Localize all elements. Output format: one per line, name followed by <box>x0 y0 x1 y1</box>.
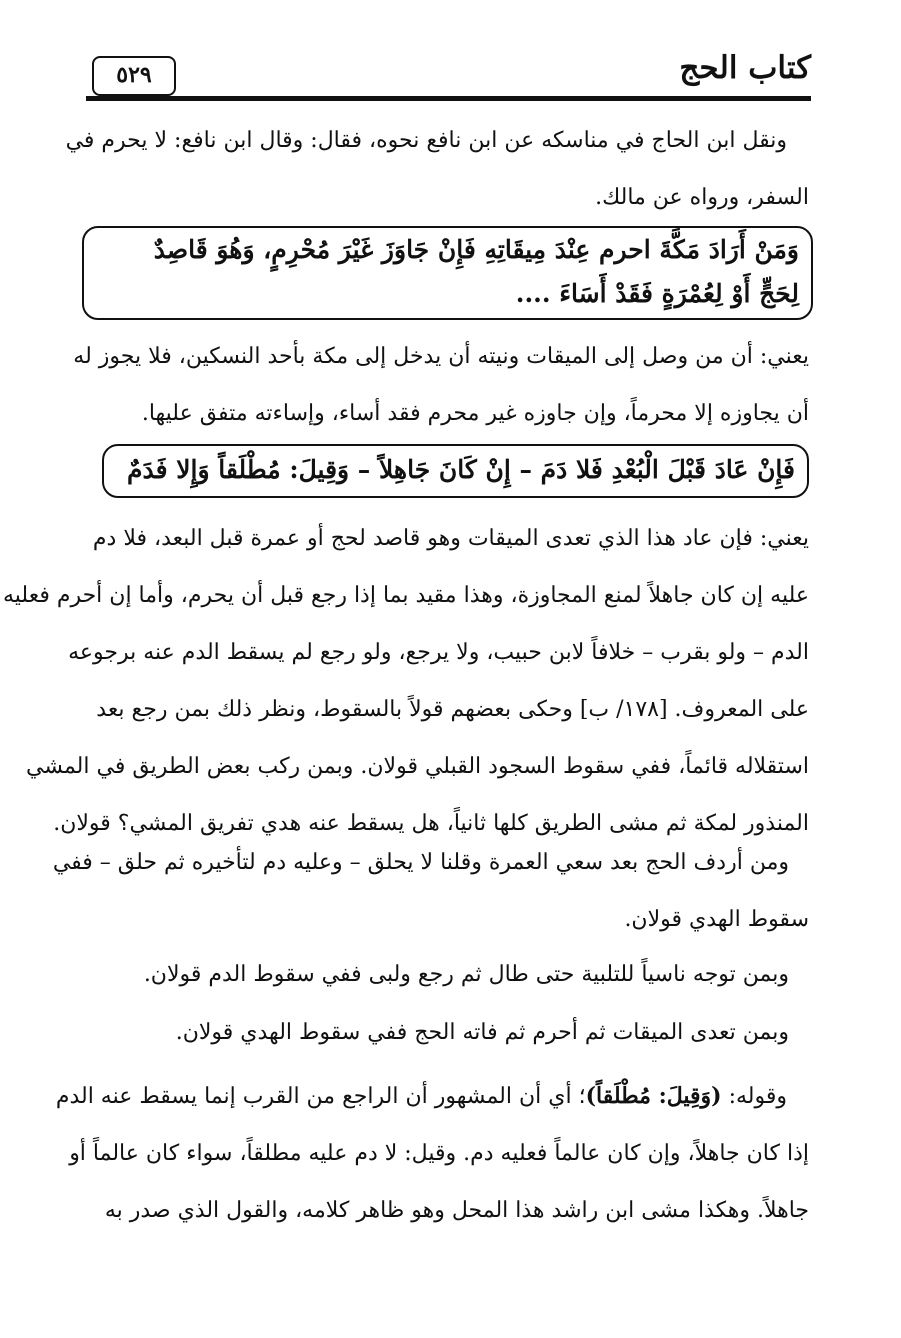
text-line: يعني: فإن عاد هذا الذي تعدى الميقات وهو قاصد لحج أو عمرة قبل البعد، فلا دم <box>92 526 809 551</box>
text-line: يعني: أن من وصل إلى الميقات ونيته أن يدخل إلى مكة بأحد النسكين، فلا يجوز له <box>73 344 809 369</box>
text-line: سقوط الهدي قولان. <box>624 907 809 932</box>
text-line: جاهلاً. وهكذا مشى ابن راشد هذا المحل وهو ظاهر كلامه، والقول الذي صدر به <box>104 1198 809 1223</box>
text-line: المنذور لمكة ثم مشى الطريق كلها ثانياً، هل يسقط عنه هدي تفريق المشي؟ قولان. <box>53 811 809 836</box>
paragraph-ibn-alhaj <box>65 112 809 226</box>
text-line: أن يجاوزه إلا محرماً، وإن جاوزه غير محرم فقد أساء، وإساءته متفق عليها. <box>141 401 809 426</box>
header-rule <box>86 96 811 101</box>
text-line: وبمن توجه ناسياً للتلبية حتى طال ثم رجع ولبى ففي سقوط الدم قولان. <box>143 962 789 987</box>
text-line <box>55 1068 809 1125</box>
paragraph-qawl <box>55 1068 809 1239</box>
qawl-prefix: وقوله: <box>721 1084 787 1109</box>
text-line: وبمن تعدى الميقات ثم أحرم ثم فاته الحج ففي سقوط الهدي قولان. <box>175 1020 789 1045</box>
matn-box-miqat <box>82 226 813 320</box>
paragraph-fawat <box>84 1004 789 1061</box>
page-number: ٥٢٩ <box>92 56 176 96</box>
matn-line: فَإِنْ عَادَ قَبْلَ الْبُعْدِ فَلا دَمَ – إِنْ كَانَ جَاهِلاً – وَقِيلَ: مُطْلَقاً وَإِلا فَدَمٌ <box>127 455 795 484</box>
text-line: استقلاله قائماً، ففي سقوط السجود القبلي قولان. وبمن ركب بعض الطريق في المشي <box>26 754 809 779</box>
matn-box-return <box>102 444 809 498</box>
matn-line: وَمَنْ أَرَادَ مَكَّةَ احرم عِنْدَ مِيقَاتِهِ فَإِنْ جَاوَزَ غَيْرَ مُحْرِمٍ، وَهُوَ قَاصِدٌ <box>153 235 799 264</box>
text-line: السفر، ورواه عن مالك. <box>595 185 809 210</box>
qawl-quote: (وَقِيلَ: مُطْلَقاً) <box>585 1083 722 1109</box>
text-line: ومن أردف الحج بعد سعي العمرة وقلنا لا يحلق – وعليه دم لتأخيره ثم حلق – ففي <box>52 850 789 875</box>
paragraph-explanation-miqat <box>73 328 809 442</box>
page-header <box>86 46 811 100</box>
text-line: على المعروف. [١٧٨/ ب] وحكى بعضهم قولاً بالسقوط، ونظر ذلك بمن رجع بعد <box>96 697 809 722</box>
matn-line: لِحَجٍّ أَوْ لِعُمْرَةٍ فَقَدْ أَسَاءَ .... <box>515 279 799 308</box>
text-line: عليه إن كان جاهلاً لمنع المجاوزة، وهذا مقيد بما إذا رجع قبل أن يحرم، وأما إن أحرم فعليه <box>2 583 809 608</box>
paragraph-explanation-return <box>2 510 809 852</box>
paragraph-talbiya <box>84 946 789 1003</box>
text-line: الدم – ولو بقرب – خلافاً لابن حبيب، ولا يرجع، ولو رجع لم يسقط الدم عنه برجوعه <box>68 640 809 665</box>
qawl-rest: ؛ أي أن المشهور أن الراجع من القرب إنما يسقط عنه الدم <box>55 1084 586 1109</box>
text-line: إذا كان جاهلاً، وإن كان عالماً فعليه دم. وقيل: لا دم عليه مطلقاً، سواء كان عالماً أو <box>69 1141 809 1166</box>
text-line: ونقل ابن الحاج في مناسكه عن ابن نافع نحوه، فقال: وقال ابن نافع: لا يحرم في <box>65 128 787 153</box>
chapter-title: كتاب الحج <box>679 50 811 86</box>
paragraph-irdaf <box>52 834 809 948</box>
